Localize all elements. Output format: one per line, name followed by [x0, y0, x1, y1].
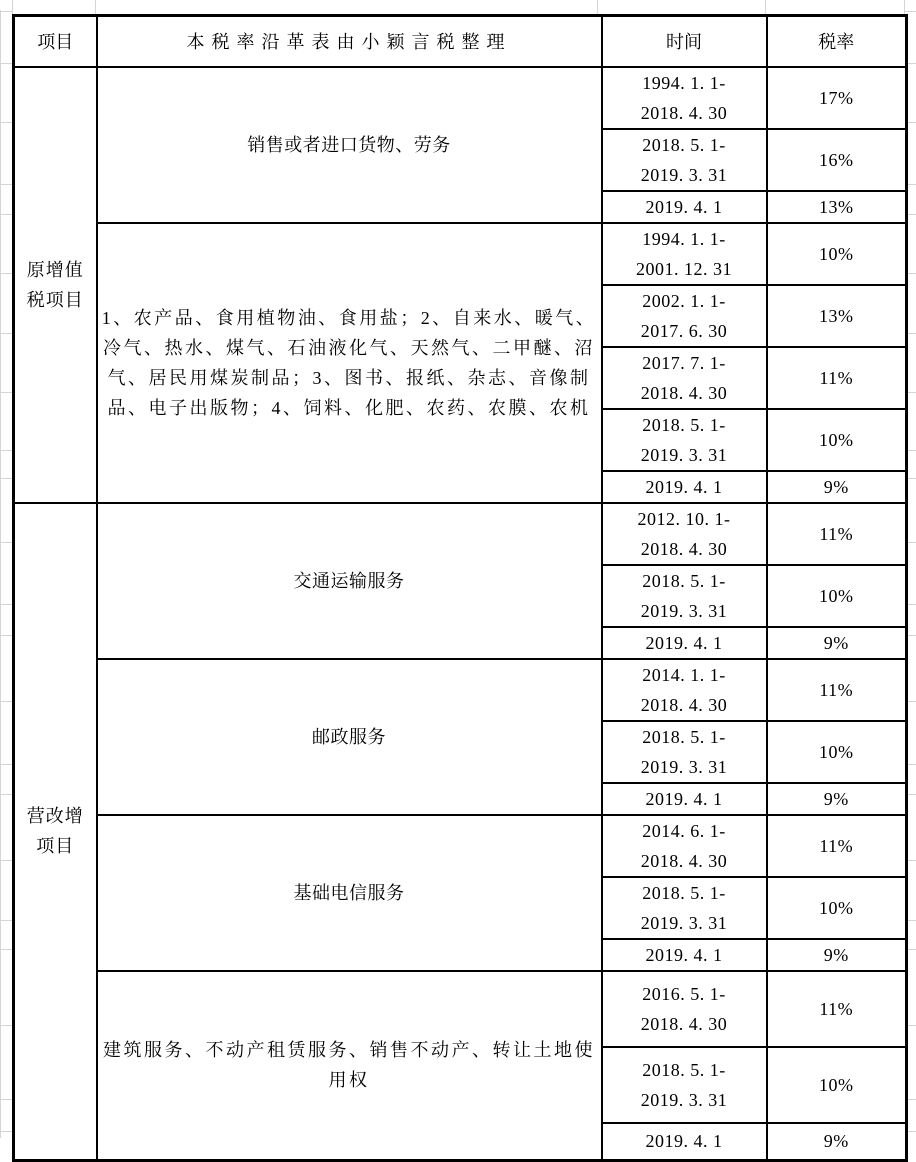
header-cell-description: 本税率沿革表由小颖言税整理 — [97, 16, 602, 68]
time-cell: 2018. 5. 1- 2019. 3. 31 — [602, 877, 767, 939]
rate-cell: 11% — [767, 503, 907, 565]
rate-cell: 17% — [767, 67, 907, 129]
rate-cell: 10% — [767, 409, 907, 471]
rate-cell: 11% — [767, 815, 907, 877]
header-cell-item: 项目 — [14, 16, 97, 68]
group-cell-transport: 交通运输服务 — [97, 503, 602, 659]
time-cell: 2019. 4. 1 — [602, 627, 767, 659]
rate-cell: 16% — [767, 129, 907, 191]
rate-cell: 11% — [767, 971, 907, 1047]
rate-cell: 10% — [767, 1047, 907, 1123]
section-label-line2: 项目 — [36, 836, 75, 857]
rate-cell: 9% — [767, 783, 907, 815]
rate-cell: 13% — [767, 191, 907, 223]
time-cell: 2019. 4. 1 — [602, 939, 767, 971]
time-cell: 2018. 5. 1- 2019. 3. 31 — [602, 409, 767, 471]
rate-cell: 9% — [767, 1123, 907, 1160]
time-cell: 2019. 4. 1 — [602, 471, 767, 503]
time-cell: 2012. 10. 1- 2018. 4. 30 — [602, 503, 767, 565]
header-cell-time: 时间 — [602, 16, 767, 68]
section-label-line1: 原增值 — [26, 260, 84, 280]
time-cell: 2019. 4. 1 — [602, 783, 767, 815]
rate-cell: 10% — [767, 877, 907, 939]
group-cell-low-rate-goods: 1、农产品、食用植物油、食用盐；2、自来水、暖气、冷气、热水、煤气、石油液化气、天然气、二甲醚、沼气、居民用煤炭制品；3、图书、报纸、杂志、音像制品、电子出版物；4、饲料、化肥、农药、农膜、农机 — [97, 223, 602, 503]
time-cell: 2018. 5. 1- 2019. 3. 31 — [602, 721, 767, 783]
rate-cell: 9% — [767, 627, 907, 659]
section-label-line2: 税项目 — [26, 290, 84, 310]
group-cell-telecom: 基础电信服务 — [97, 815, 602, 971]
rate-cell: 13% — [767, 285, 907, 347]
rate-cell: 10% — [767, 223, 907, 285]
time-cell: 2014. 1. 1- 2018. 4. 30 — [602, 659, 767, 721]
rate-cell: 9% — [767, 471, 907, 503]
time-cell: 2018. 5. 1- 2019. 3. 31 — [602, 565, 767, 627]
rate-cell: 11% — [767, 347, 907, 409]
section-label-line1: 营改增 — [26, 806, 84, 827]
time-cell: 2017. 7. 1- 2018. 4. 30 — [602, 347, 767, 409]
time-cell: 1994. 1. 1- 2001. 12. 31 — [602, 223, 767, 285]
rate-cell: 10% — [767, 565, 907, 627]
time-cell: 2018. 5. 1- 2019. 3. 31 — [602, 1047, 767, 1123]
header-cell-rate: 税率 — [767, 16, 907, 68]
time-cell: 2014. 6. 1- 2018. 4. 30 — [602, 815, 767, 877]
rate-cell: 11% — [767, 659, 907, 721]
rate-cell: 10% — [767, 721, 907, 783]
section-cell-btv-reform — [14, 503, 97, 1160]
time-cell: 2019. 4. 1 — [602, 1123, 767, 1160]
rate-cell: 9% — [767, 939, 907, 971]
group-cell-postal: 邮政服务 — [97, 659, 602, 815]
time-cell: 2019. 4. 1 — [602, 191, 767, 223]
group-cell-goods-import: 销售或者进口货物、劳务 — [97, 67, 602, 223]
group-cell-construction-realestate: 建筑服务、不动产租赁服务、销售不动产、转让土地使用权 — [97, 971, 602, 1160]
time-cell: 2016. 5. 1- 2018. 4. 30 — [602, 971, 767, 1047]
section-cell-original-vat — [14, 67, 97, 503]
tax-rate-history-table — [12, 14, 908, 1162]
time-cell: 2002. 1. 1- 2017. 6. 30 — [602, 285, 767, 347]
time-cell: 2018. 5. 1- 2019. 3. 31 — [602, 129, 767, 191]
time-cell: 1994. 1. 1- 2018. 4. 30 — [602, 67, 767, 129]
